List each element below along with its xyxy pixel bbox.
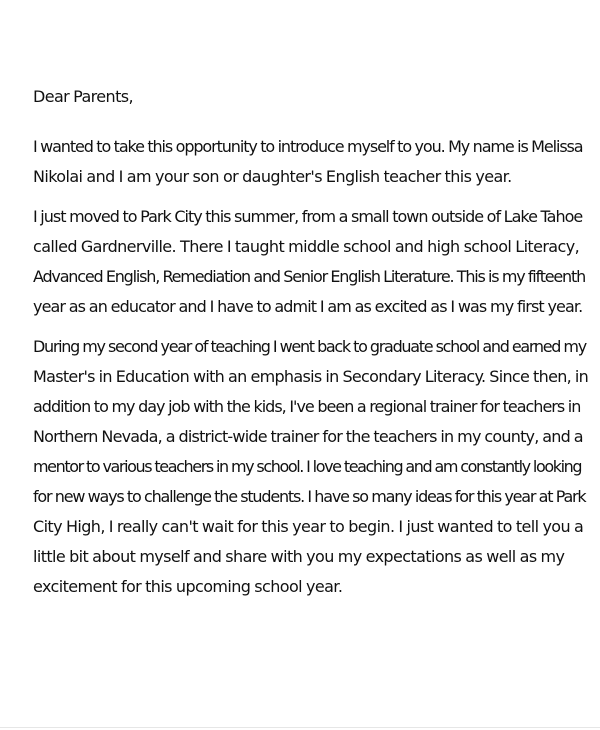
text-line: I just moved to Park City this summer, from a small town outside of Lake Tahoe [33, 207, 583, 226]
text-line: City High, I really can't wait for this year to begin. I just wanted to tell you a [33, 517, 584, 536]
text-line: mentor to various teachers in my school. I love teaching and am constantly looking [33, 457, 582, 476]
letter-salutation: Dear Parents, [33, 87, 133, 106]
page-bottom-edge [0, 727, 600, 728]
text-line: I wanted to take this opportunity to introduce myself to you. My name is Melissa [33, 137, 583, 156]
text-line: little bit about myself and share with you my expectations as well as my [33, 547, 565, 566]
text-line: excitement for this upcoming school year. [33, 577, 343, 596]
text-line: Northern Nevada, a district-wide trainer for the teachers in my county, and a [33, 427, 583, 446]
text-line: year as an educator and I have to admit I am as excited as I was my first year. [33, 297, 583, 316]
text-line: Advanced English, Remediation and Senior English Literature. This is my fifteenth [33, 267, 586, 286]
text-line: Master's in Education with an emphasis in Secondary Literacy. Since then, in [33, 367, 589, 386]
paragraph-background [33, 202, 588, 322]
letter-body [33, 82, 588, 612]
text-line: During my second year of teaching I went back to graduate school and earned my [33, 337, 586, 356]
text-line: called Gardnerville. There I taught middle school and high school Literacy, [33, 237, 580, 256]
paragraph-introduction [33, 132, 588, 192]
paragraph-experience [33, 332, 588, 602]
text-line: addition to my day job with the kids, I've been a regional trainer for teachers in [33, 397, 581, 416]
text-line: Nikolai and I am your son or daughter's English teacher this year. [33, 167, 512, 186]
text-line: for new ways to challenge the students. I have so many ideas for this year at Park [33, 487, 586, 506]
